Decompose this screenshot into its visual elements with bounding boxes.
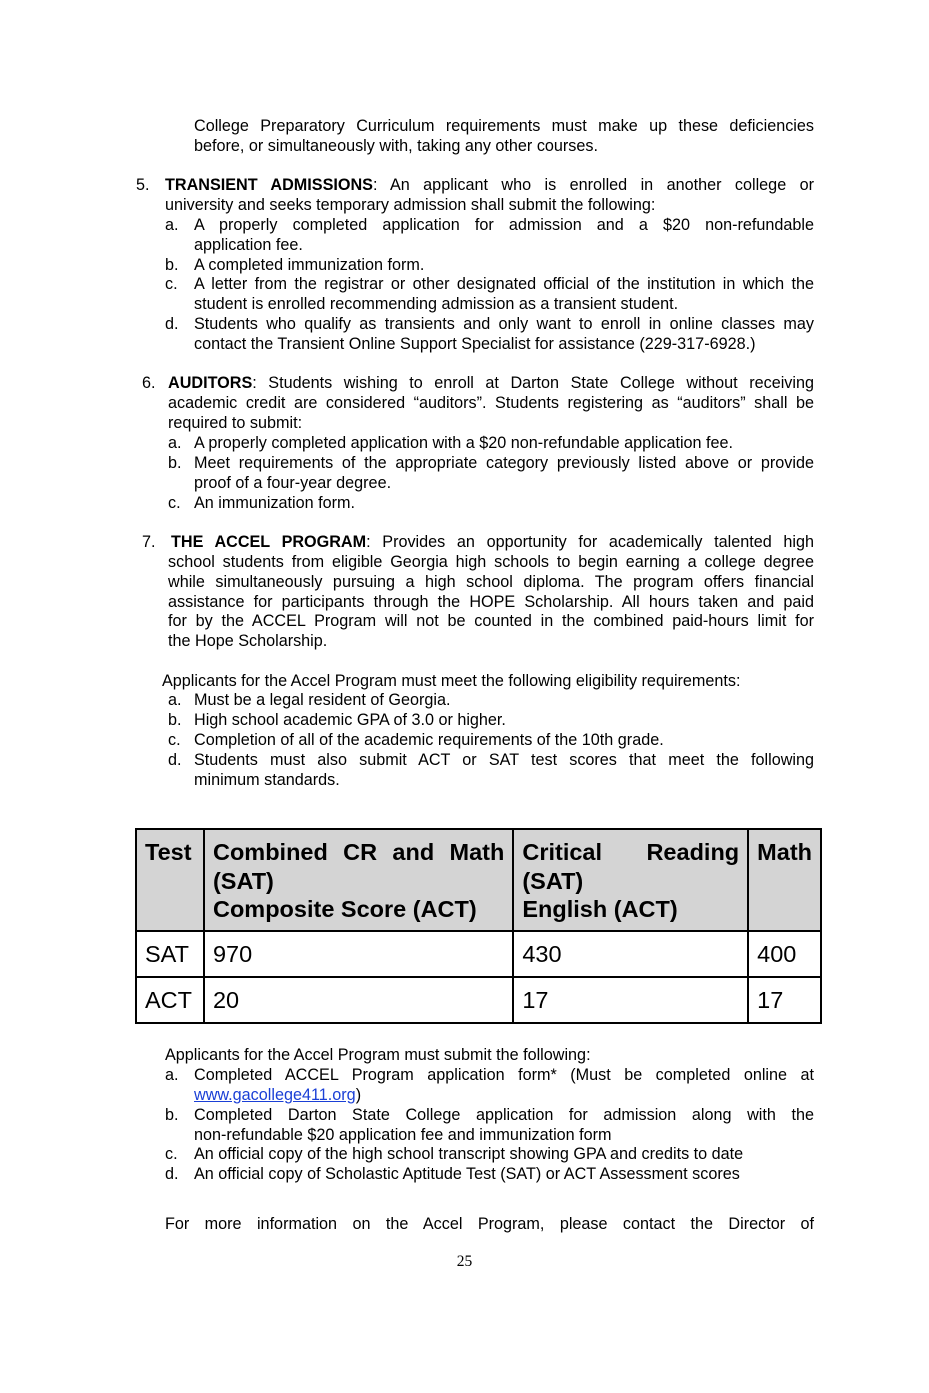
- table-cell: 17: [748, 977, 821, 1023]
- list-item-line: Completion of all of the academic requirements of the 10th grade.: [194, 731, 664, 749]
- more-info-line: For more information on the Accel Program, please contact the Director of: [165, 1215, 814, 1233]
- auditors-line-1: [168, 374, 814, 394]
- list-item-line: An immunization form.: [194, 494, 356, 512]
- list-item-line: A properly completed application with a $20 non-refundable application fee.: [194, 434, 734, 452]
- list-item-line: Students who qualify as transients and only want to enroll in online classes may: [194, 315, 814, 333]
- table-row: [136, 931, 821, 977]
- page-number: 25: [456, 1253, 473, 1270]
- section-heading: AUDITORS: [168, 374, 253, 392]
- list-letter: b.: [168, 711, 182, 729]
- section-number: 6.: [142, 374, 156, 392]
- list-item-line: High school academic GPA of 3.0 or higher.: [194, 711, 506, 729]
- table-cell: 430: [513, 931, 748, 977]
- list-letter: d.: [165, 315, 179, 333]
- accel-line: school students from eligible Georgia high schools to begin earning a college degree: [168, 553, 814, 571]
- section-heading: THE ACCEL PROGRAM: [171, 533, 367, 551]
- auditors-line-3: required to submit:: [168, 414, 303, 432]
- accel-line: assistance for participants through the HOPE Scholarship. All hours taken and paid: [168, 593, 814, 611]
- table-cell: 20: [204, 977, 513, 1023]
- list-item-line: Completed ACCEL Program application form* (Must be completed online at: [194, 1066, 814, 1084]
- accel-line: the Hope Scholarship.: [168, 632, 328, 650]
- transient-line-1: [165, 176, 814, 196]
- list-item-line: student is enrolled recommending admission as a transient student.: [194, 295, 679, 313]
- accel-line: for by the ACCEL Program will not be counted in the combined paid-hours limit for: [168, 612, 814, 630]
- auditors-line-2: academic credit are considered “auditors”. Students registering as “auditors” shall be: [168, 394, 814, 412]
- list-letter: b.: [165, 1106, 179, 1124]
- list-letter: c.: [165, 1145, 178, 1163]
- link-close-paren: ): [355, 1086, 362, 1104]
- table-header-cell: Test: [136, 829, 204, 931]
- section-number: 7.: [142, 533, 156, 551]
- list-item-line: Meet requirements of the appropriate category previously listed above or provide: [194, 454, 814, 472]
- list-letter: c.: [165, 275, 178, 293]
- list-letter: b.: [165, 256, 179, 274]
- list-item-line: non-refundable $20 application fee and immunization form: [194, 1126, 612, 1144]
- list-item-line: Completed Darton State College application for admission along with the: [194, 1106, 814, 1124]
- intro-line-2: before, or simultaneously with, taking any other courses.: [194, 137, 598, 155]
- accel-text: : Provides an opportunity for academically talented high: [366, 533, 815, 551]
- list-letter: c.: [168, 494, 181, 512]
- table-cell: ACT: [136, 977, 204, 1023]
- list-letter: d.: [165, 1165, 179, 1183]
- section-number: 5.: [136, 176, 150, 194]
- table-header-cell: Combined CR and Math (SAT) Composite Score (ACT): [204, 829, 513, 931]
- transient-text: : An applicant who is enrolled in another college or: [372, 176, 814, 194]
- list-letter: c.: [168, 731, 181, 749]
- list-letter: a.: [165, 1066, 179, 1084]
- list-item-line: A completed immunization form.: [194, 256, 425, 274]
- list-item-line: minimum standards.: [194, 771, 340, 789]
- list-item-line: proof of a four-year degree.: [194, 474, 392, 492]
- transient-line-2: university and seeks temporary admission shall submit the following:: [165, 196, 656, 214]
- list-letter: a.: [168, 691, 182, 709]
- table-header-cell: Math: [748, 829, 821, 931]
- table-cell: 400: [748, 931, 821, 977]
- list-item-line: Students must also submit ACT or SAT test scores that meet the following: [194, 751, 814, 769]
- section-heading: TRANSIENT ADMISSIONS: [165, 176, 373, 194]
- list-item-line: contact the Transient Online Support Specialist for assistance (229-317-6928.): [194, 335, 756, 353]
- eligibility-intro: Applicants for the Accel Program must meet the following eligibility requirements:: [162, 672, 741, 690]
- submit-intro: Applicants for the Accel Program must submit the following:: [165, 1046, 591, 1064]
- table-header-cell: Critical Reading (SAT) English (ACT): [513, 829, 748, 931]
- accel-line: while simultaneously pursuing a high school diploma. The program offers financial: [168, 573, 814, 591]
- table-cell: SAT: [136, 931, 204, 977]
- list-letter: a.: [168, 434, 182, 452]
- gacollege411-link[interactable]: www.gacollege411.org: [194, 1086, 356, 1104]
- table-header-row: [136, 829, 821, 931]
- table-cell: 17: [513, 977, 748, 1023]
- list-item-line: A properly completed application for admission and a $20 non-refundable: [194, 216, 814, 234]
- auditors-text: : Students wishing to enroll at Darton State College without receiving: [252, 374, 814, 392]
- list-item-line: An official copy of Scholastic Aptitude Test (SAT) or ACT Assessment scores: [194, 1165, 740, 1183]
- list-letter: b.: [168, 454, 182, 472]
- list-letter: a.: [165, 216, 179, 234]
- list-item-line: An official copy of the high school transcript showing GPA and credits to date: [194, 1145, 744, 1163]
- table-cell: 970: [204, 931, 513, 977]
- list-letter: d.: [168, 751, 182, 769]
- minimum-scores-table: [135, 828, 822, 1024]
- intro-line-1: College Preparatory Curriculum requirements must make up these deficiencies: [194, 117, 814, 135]
- list-item-line: application fee.: [194, 236, 303, 254]
- list-item-line: A letter from the registrar or other designated official of the institution in which the: [194, 275, 814, 293]
- list-item-line: [194, 1086, 814, 1106]
- accel-line-1: [171, 533, 814, 553]
- table-row: [136, 977, 821, 1023]
- list-item-line: Must be a legal resident of Georgia.: [194, 691, 451, 709]
